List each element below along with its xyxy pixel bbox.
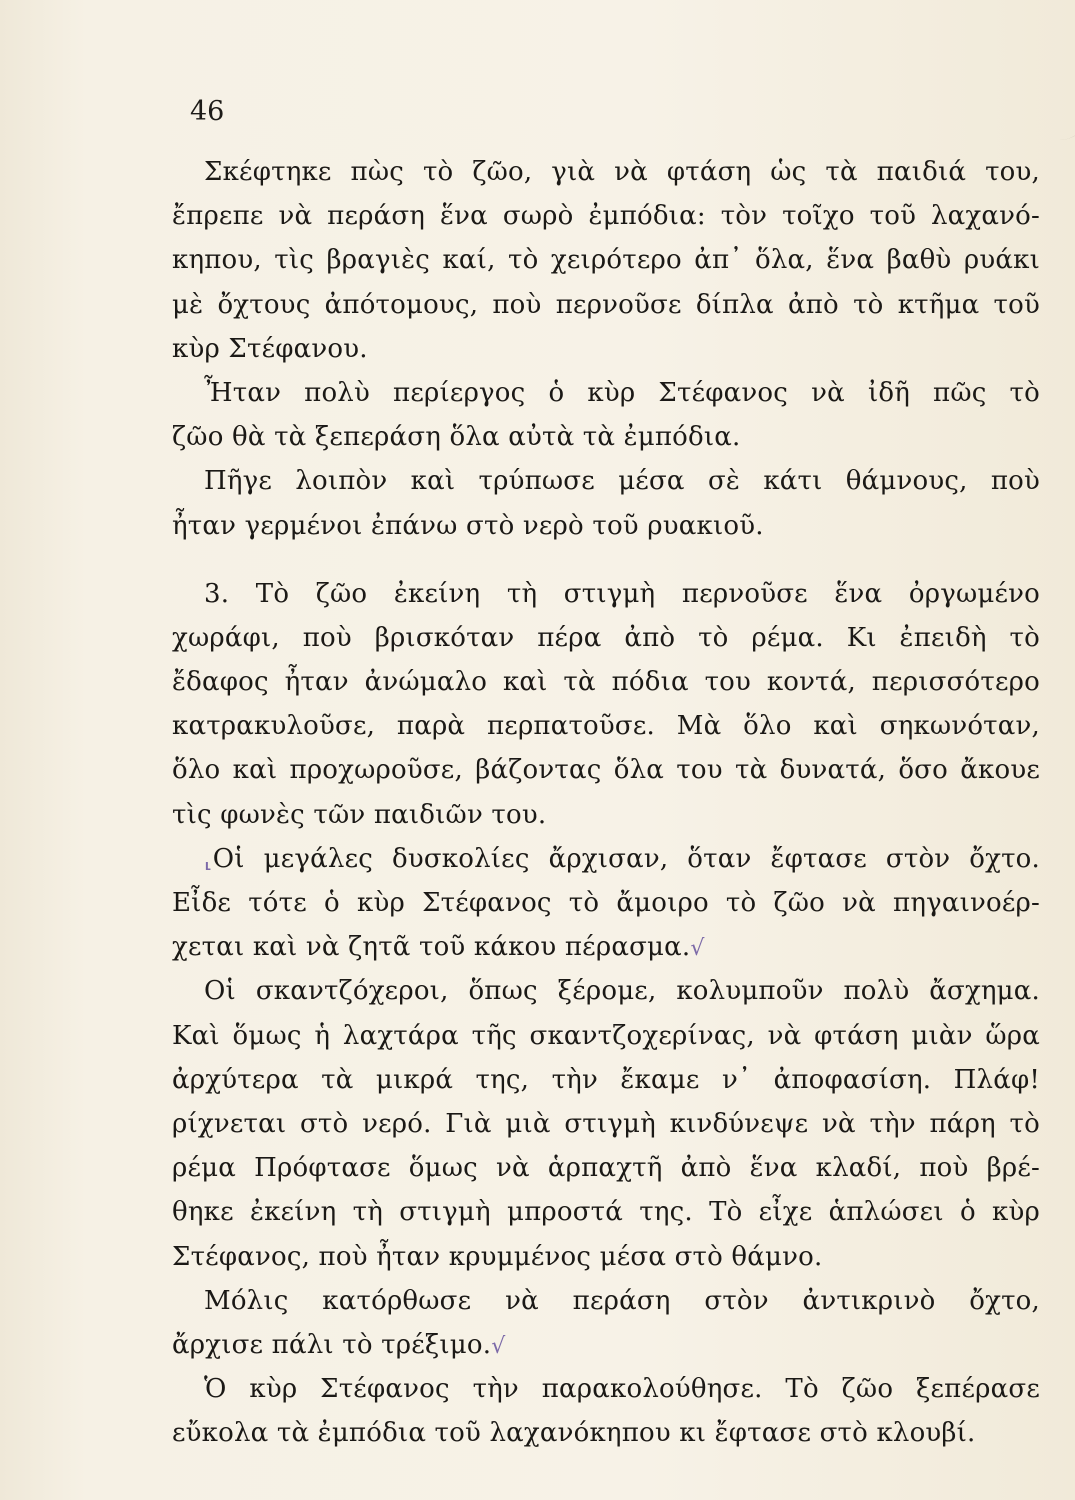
text-line [172, 925, 1040, 969]
body-text [172, 150, 1040, 1455]
text-line: εὔκολα τὰ ἐμπόδια τοῦ λαχανόκηπου κι ἔφτασε στὸ κλουβί. [172, 1418, 976, 1449]
text-line: Ὁ κὺρ Στέφανος τὴν παρακολούθησε. Τὸ ζῶο ξεπέρασε [204, 1374, 1040, 1405]
text-line: Καὶ ὅμως ἡ λαχτάρα τῆς σκαντζοχερίνας, νὰ φτάση μιὰν ὥρα [172, 1020, 1040, 1051]
text-line: Σκέφτηκε πὼς τὸ ζῶο, γιὰ νὰ φτάση ὡς τὰ παιδιά του, [204, 157, 1040, 187]
text-line-content: Οἱ μεγάλες δυσκολίες ἄρχισαν, ὅταν ἔφτασε στὸν ὄχτο. [212, 843, 1040, 874]
pencil-check-mark: √ [690, 936, 705, 962]
text-line: ρέμα Πρόφτασε ὅμως νὰ ἁρπαχτῆ ἀπὸ ἕνα κλαδί, ποὺ βρέ- [172, 1153, 1040, 1184]
text-line: ἔδαφος ἦταν ἀνώμαλο καὶ τὰ πόδια του κοντά, περισσότερο [172, 667, 1040, 698]
text-line: μὲ ὄχτους ἀπότομους, ποὺ περνοῦσε δίπλα ἀπὸ τὸ κτῆμα τοῦ [172, 289, 1040, 320]
paragraph-4 [172, 572, 1040, 837]
text-line: Οἱ σκαντζόχεροι, ὅπως ξέρομε, κολυμποῦν πολὺ ἄσχημα. [204, 976, 1040, 1007]
text-line: Ἦταν πολὺ περίεργος ὁ κὺρ Στέφανος νὰ ἰδῆ πῶς τὸ [204, 377, 1040, 408]
text-line: θηκε ἐκείνη τὴ στιγμὴ μπροστά της. Τὸ εἶχε ἁπλώσει ὁ κὺρ [172, 1197, 1040, 1228]
text-line: ζῶο θὰ τὰ ξεπεράση ὅλα αὐτὰ τὰ ἐμπόδια. [172, 422, 741, 453]
pencil-open-mark: ⸤ [204, 847, 213, 873]
text-line: κὺρ Στέφανου. [172, 333, 368, 364]
text-line [172, 837, 1040, 881]
paragraph-5 [172, 837, 1040, 970]
pencil-check-mark: √ [491, 1333, 506, 1359]
text-line: Στέφανος, ποὺ ἦταν κρυμμένος μέσα στὸ θάμνο. [172, 1241, 823, 1272]
text-line: ἔπρεπε νὰ περάση ἕνα σωρὸ ἐμπόδια: τὸν τοῖχο τοῦ λαχανό- [172, 201, 1040, 232]
text-line: ρίχνεται στὸ νερό. Γιὰ μιὰ στιγμὴ κινδύνεψε νὰ τὴν πάρη τὸ [172, 1108, 1040, 1139]
text-line: Πῆγε λοιπὸν καὶ τρύπωσε μέσα σὲ κάτι θάμνους, ποὺ [204, 466, 1040, 497]
text-line-content: ἄρχισε πάλι τὸ τρέξιμο. [172, 1329, 492, 1360]
text-line: ἦταν γερμένοι ἐπάνω στὸ νερὸ τοῦ ρυακιοῦ. [172, 510, 764, 541]
section-gap [172, 548, 1040, 572]
text-line: κατρακυλοῦσε, παρὰ περπατοῦσε. Μὰ ὅλο καὶ σηκωνόταν, [172, 711, 1040, 742]
paragraph-1 [172, 150, 1040, 371]
text-line [172, 1323, 1040, 1367]
page-number: 46 [190, 96, 225, 127]
paragraph-7 [172, 1279, 1040, 1367]
text-line: χωράφι, ποὺ βρισκόταν πέρα ἀπὸ τὸ ρέμα. Κι ἐπειδὴ τὸ [172, 622, 1040, 653]
text-line: ἀρχύτερα τὰ μικρά της, τὴν ἔκαμε ν᾽ ἀποφασίση. Πλάφ! [172, 1064, 1040, 1095]
paragraph-2 [172, 371, 1040, 459]
text-line: Μόλις κατόρθωσε νὰ περάση στὸν ἀντικρινὸ ὄχτο, [204, 1285, 1040, 1316]
text-line: τὶς φωνὲς τῶν παιδιῶν του. [172, 799, 547, 830]
paragraph-3 [172, 459, 1040, 547]
text-line: Εἶδε τότε ὁ κὺρ Στέφανος τὸ ἄμοιρο τὸ ζῶο νὰ πηγαινοέρ- [172, 888, 1040, 918]
paragraph-8 [172, 1367, 1040, 1455]
text-line: κηπου, τὶς βραγιὲς καί, τὸ χειρότερο ἀπ᾽ ὅλα, ἕνα βαθὺ ρυάκι [172, 245, 1040, 276]
paragraph-6 [172, 969, 1040, 1278]
text-line: 3. Τὸ ζῶο ἐκείνη τὴ στιγμὴ περνοῦσε ἕνα ὀργωμένο [204, 578, 1040, 609]
page-edge [1003, 0, 1075, 140]
text-line-content: χεται καὶ νὰ ζητᾶ τοῦ κάκου πέρασμα. [172, 932, 691, 963]
text-line: ὅλο καὶ προχωροῦσε, βάζοντας ὅλα του τὰ δυνατά, ὅσο ἄκουε [172, 755, 1040, 786]
